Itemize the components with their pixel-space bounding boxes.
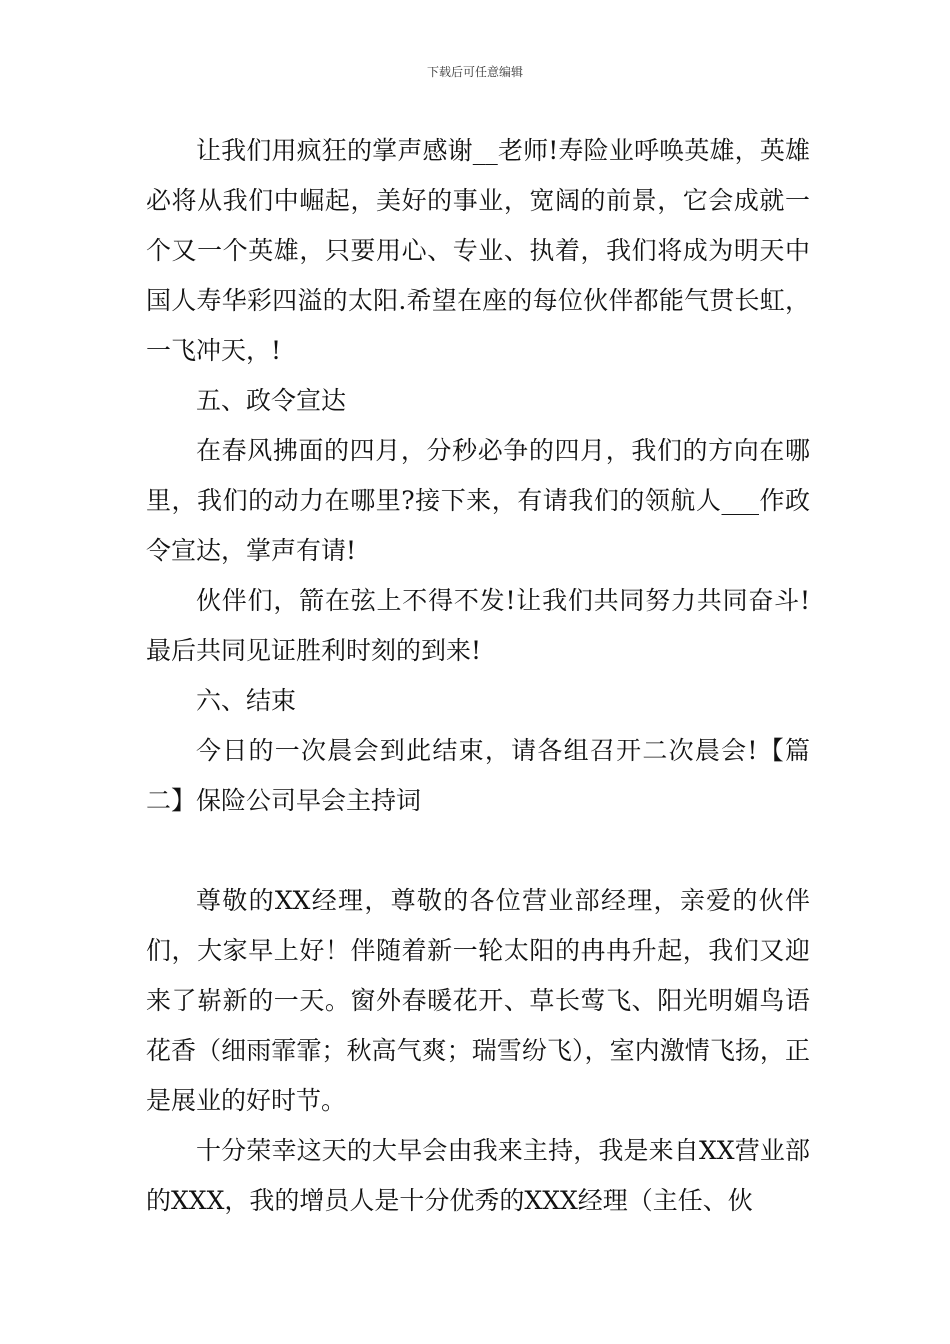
document-body [146, 126, 810, 1226]
heading-policy-announcement: 五、政令宣达 [196, 386, 347, 415]
heading-ending: 六、结束 [196, 686, 297, 715]
page-header: 下载后可任意编辑 [426, 65, 523, 79]
paragraph-host-intro: 十分荣幸这天的大早会由我来主持，我是来自XX营业部的XXX，我的增员人是十分优秀的XXX经理（主任、伙 [146, 1136, 810, 1215]
blank-line [146, 826, 810, 876]
paragraph-greeting: 尊敬的XX经理，尊敬的各位营业部经理，亲爱的伙伴们，大家早上好！伴随着新一轮太阳的冉冉升起，我们又迎来了崭新的一天。窗外春暖花开、草长莺飞、阳光明媚鸟语花香（细雨霏霏；秋高气爽；瑞雪纷飞），室内激情飞扬，正是展业的好时节。 [146, 886, 810, 1115]
paragraph-meeting-end: 今日的一次晨会到此结束，请各组召开二次晨会!【篇二】保险公司早会主持词 [146, 736, 810, 815]
paragraph-partners: 伙伴们，箭在弦上不得不发!让我们共同努力共同奋斗!最后共同见证胜利时刻的到来! [146, 586, 810, 665]
paragraph-policy-intro: 在春风拂面的四月，分秒必争的四月，我们的方向在哪里，我们的动力在哪里?接下来，有请我们的领航人___作政令宣达，掌声有请! [146, 436, 810, 565]
paragraph-closing-speech: 让我们用疯狂的掌声感谢__老师!寿险业呼唤英雄，英雄必将从我们中崛起，美好的事业，宽阔的前景，它会成就一个又一个英雄，只要用心、专业、执着，我们将成为明天中国人寿华彩四溢的太阳.希望在座的每位伙伴都能气贯长虹，一飞冲天，! [146, 136, 810, 365]
